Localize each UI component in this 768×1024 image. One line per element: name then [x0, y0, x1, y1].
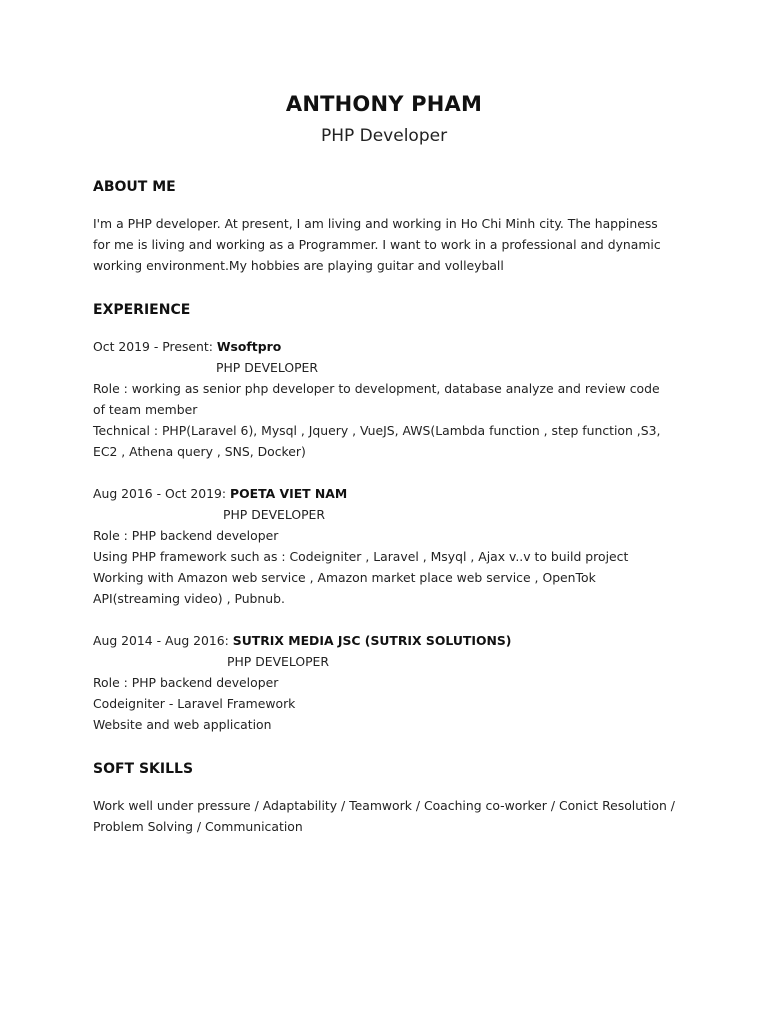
job-period-line	[93, 336, 675, 357]
job-detail: Codeigniter - Laravel Framework	[93, 696, 296, 711]
job-position: PHP DEVELOPER	[223, 507, 325, 522]
job-position: PHP DEVELOPER	[227, 654, 329, 669]
job-period-line	[93, 630, 675, 651]
job-detail: Role : PHP backend developer	[93, 528, 279, 543]
about-heading: ABOUT ME	[93, 179, 176, 195]
job-period: Aug 2014 - Aug 2016:	[93, 633, 233, 648]
job-period: Aug 2016 - Oct 2019:	[93, 486, 231, 501]
job-entry-poeta	[93, 483, 675, 609]
job-title: PHP Developer	[320, 126, 448, 146]
job-company: POETA VIET NAM	[230, 486, 348, 501]
job-detail: Using PHP framework such as : Codeigniter , Laravel , Msyql , Ajax v..v to build project	[93, 549, 629, 564]
experience-heading: EXPERIENCE	[93, 302, 191, 318]
job-entry-sutrix	[93, 630, 675, 735]
job-entry-wsoftpro	[93, 336, 675, 462]
job-detail: Working with Amazon web service , Amazon market place web service , OpenTok API(streaming video) , Pubnub.	[93, 570, 596, 606]
soft-skills-text: Work well under pressure / Adaptability / Teamwork / Coaching co-worker / Conict Resolution / Problem Solving / Communication	[93, 798, 675, 834]
about-text: I'm a PHP developer. At present, I am living and working in Ho Chi Minh city. The happiness for me is living and working as a Programmer. I want to work in a professional and dynamic working environment.My hobbies are playing guitar and volleyball	[93, 216, 661, 273]
job-company: SUTRIX MEDIA JSC (SUTRIX SOLUTIONS)	[232, 633, 512, 648]
job-detail: Role : working as senior php developer to development, database analyze and review code of team member	[93, 381, 660, 417]
job-position: PHP DEVELOPER	[216, 360, 318, 375]
about-section	[93, 177, 675, 276]
job-period: Oct 2019 - Present:	[93, 339, 217, 354]
job-company: Wsoftpro	[216, 339, 282, 354]
job-detail: Website and web application	[93, 717, 272, 732]
job-detail: Technical : PHP(Laravel 6), Mysql , Jquery , VueJS, AWS(Lambda function , step function ,S3, EC2 , Athena query , SNS, Docker)	[93, 423, 661, 459]
job-period-line	[93, 483, 675, 504]
soft-skills-section	[93, 759, 675, 837]
experience-section	[93, 300, 675, 735]
job-detail: Role : PHP backend developer	[93, 675, 279, 690]
candidate-name: ANTHONY PHAM	[285, 92, 483, 116]
soft-skills-heading: SOFT SKILLS	[93, 761, 194, 777]
